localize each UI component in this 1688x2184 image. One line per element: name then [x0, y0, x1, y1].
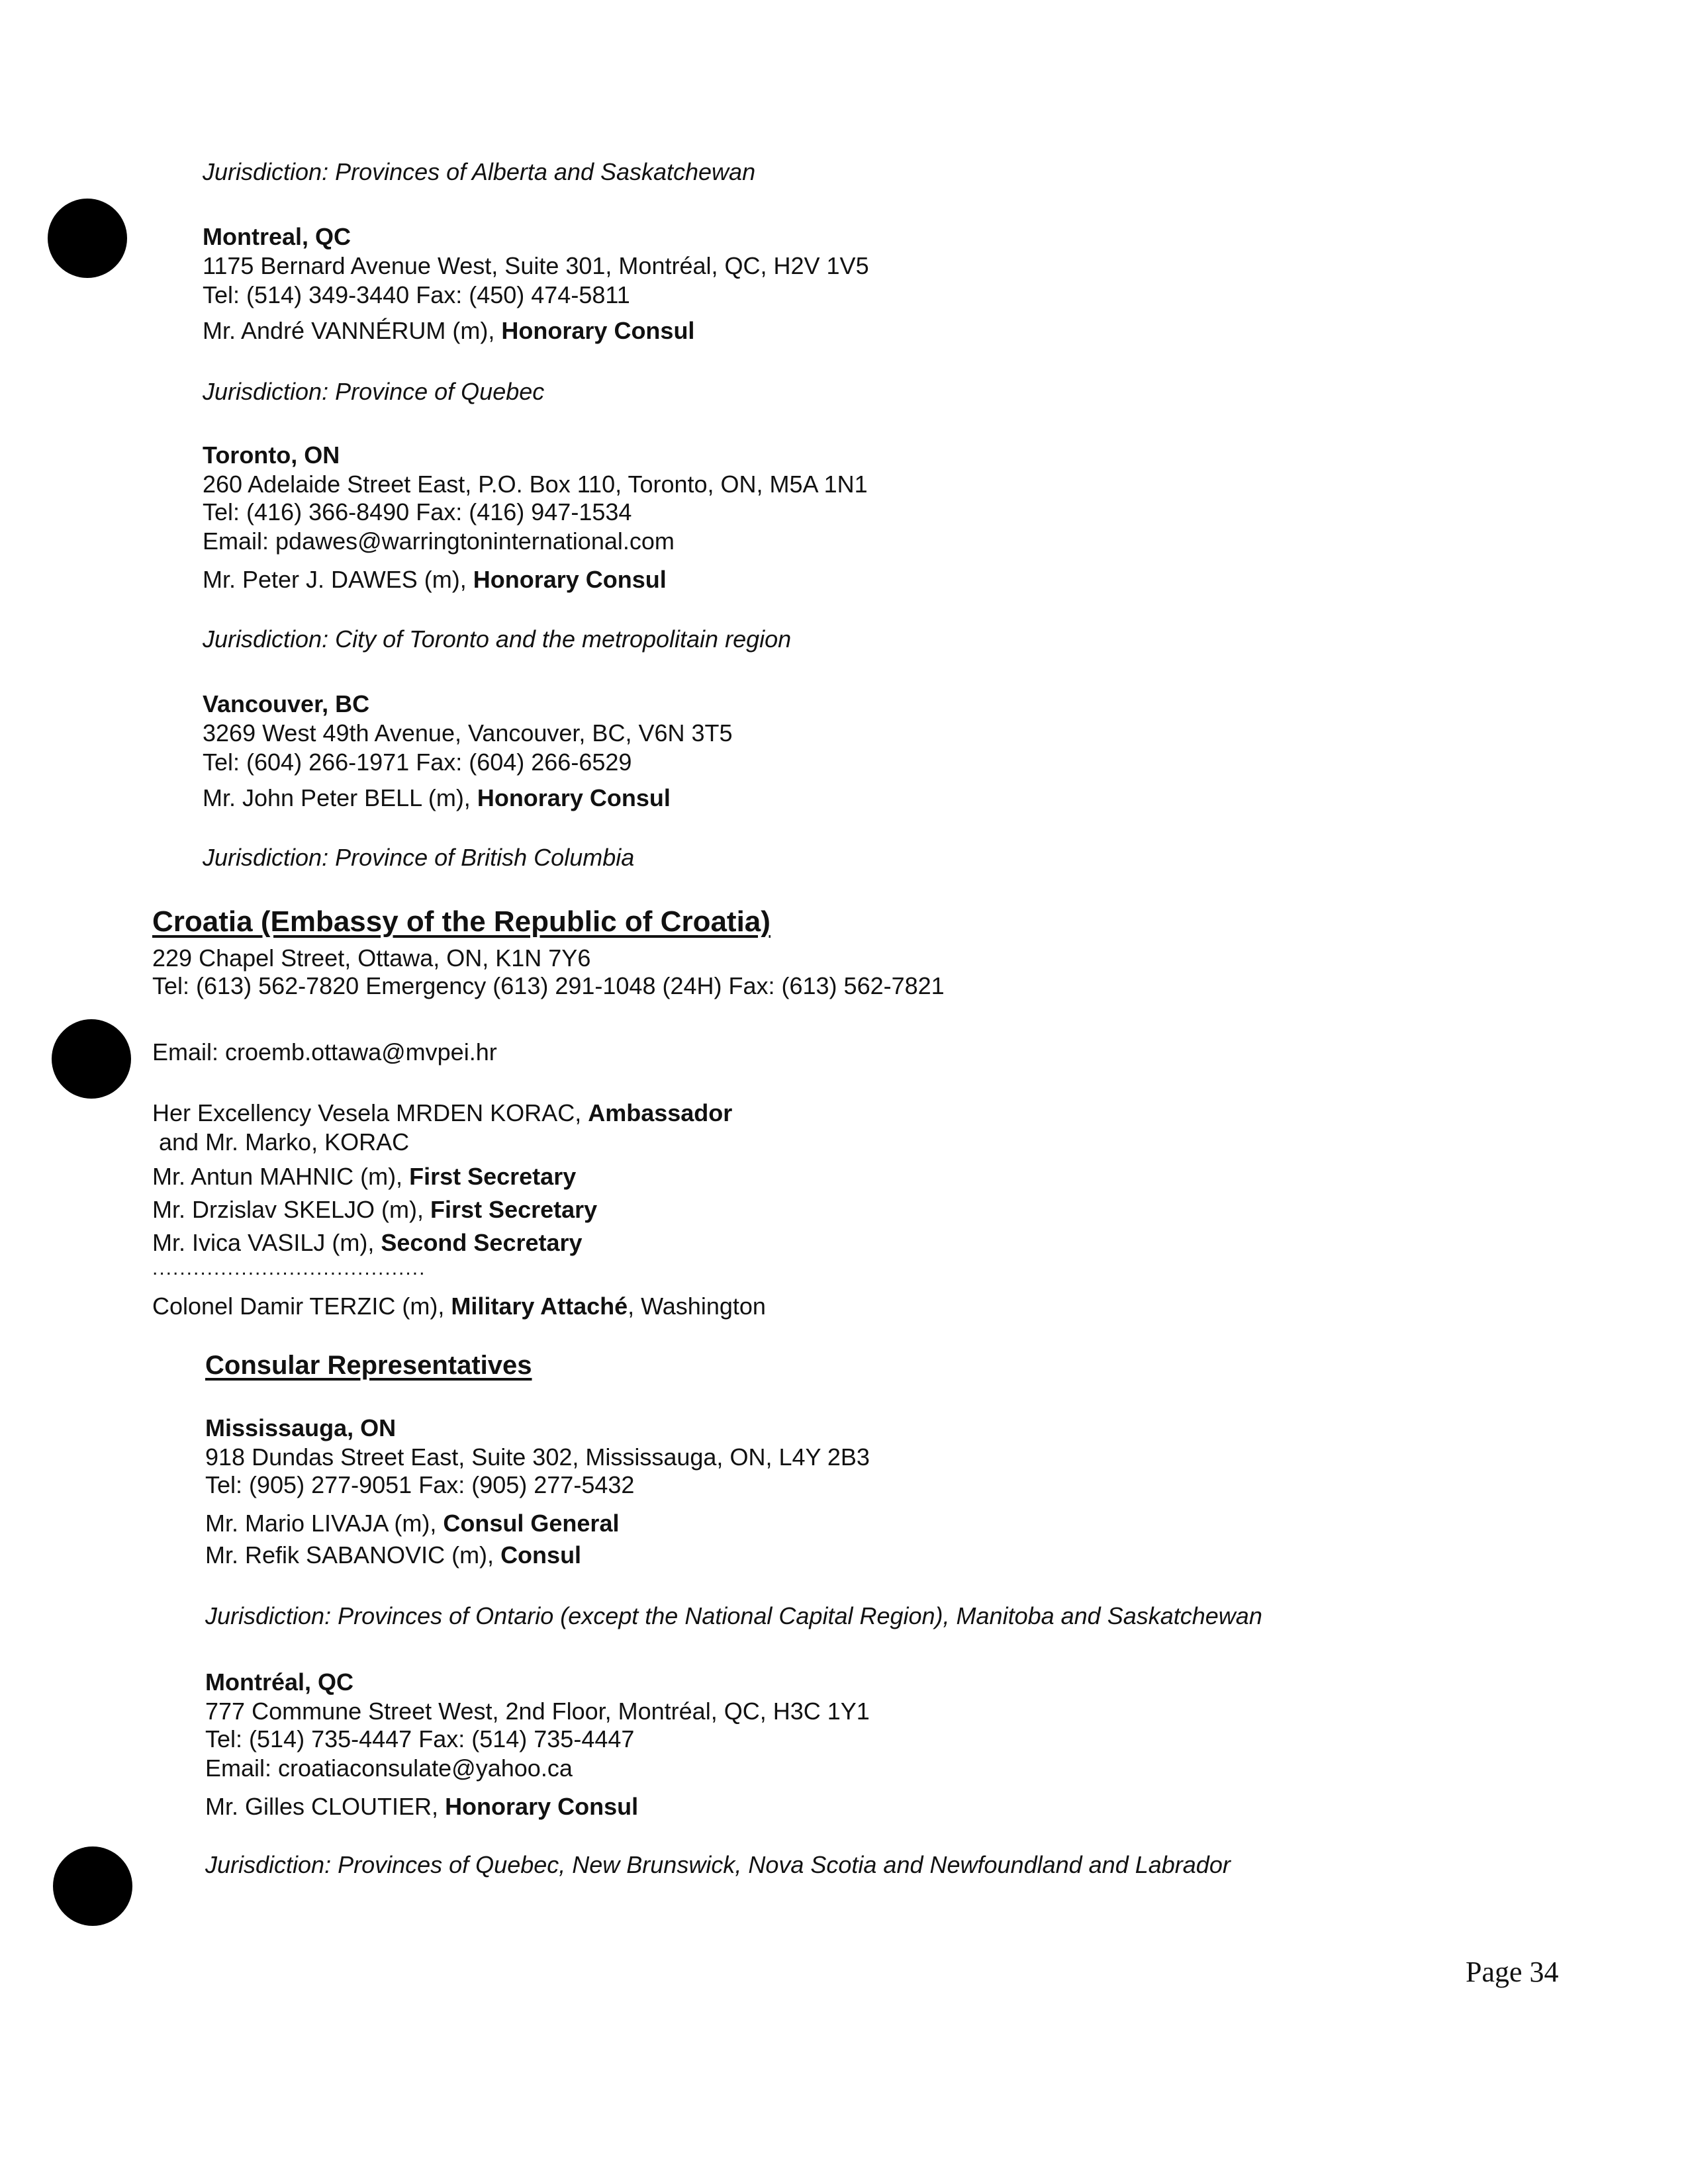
- staff-title: First Secretary: [430, 1196, 598, 1223]
- separator-dots: ........................................: [152, 1257, 426, 1279]
- croatia-heading: Croatia (Embassy of the Republic of Croatia): [152, 905, 771, 938]
- toronto-contact: [203, 565, 667, 594]
- military-attache: [152, 1292, 766, 1321]
- staff-title: Second Secretary: [381, 1229, 583, 1256]
- vancouver-contact: [203, 784, 671, 813]
- montreal-contact: [203, 316, 694, 345]
- contact-name: Mr. Refik SABANOVIC (m),: [205, 1541, 494, 1569]
- croatia-montreal-address: 777 Commune Street West, 2nd Floor, Montréal, QC, H3C 1Y1: [205, 1698, 870, 1725]
- croatia-phone: Tel: (613) 562-7820 Emergency (613) 291-1048 (24H) Fax: (613) 562-7821: [152, 972, 945, 999]
- page-number: Page 34: [1466, 1956, 1559, 1988]
- contact-name: Mr. John Peter BELL (m),: [203, 784, 471, 811]
- staff-second-secretary: [152, 1228, 583, 1257]
- mississauga-city: Mississauga, ON: [205, 1414, 397, 1441]
- croatia-montreal-email: Email: croatiaconsulate@yahoo.ca: [205, 1754, 573, 1782]
- croatia-address: 229 Chapel Street, Ottawa, ON, K1N 7Y6: [152, 944, 591, 972]
- vancouver-address: 3269 West 49th Avenue, Vancouver, BC, V6N 3T5: [203, 719, 733, 747]
- vancouver-phone: Tel: (604) 266-1971 Fax: (604) 266-6529: [203, 749, 632, 776]
- montreal-jurisdiction: Jurisdiction: Province of Quebec: [203, 378, 545, 405]
- croatia-montreal-phone: Tel: (514) 735-4447 Fax: (514) 735-4447: [205, 1725, 635, 1752]
- attache-name: Colonel Damir TERZIC (m),: [152, 1293, 445, 1320]
- staff-title: Ambassador: [588, 1099, 733, 1126]
- mississauga-contact-2: [205, 1541, 581, 1570]
- contact-title: Consul General: [443, 1510, 620, 1537]
- punch-hole-top: [48, 199, 127, 278]
- mississauga-contact-1: [205, 1509, 619, 1538]
- attache-location: , Washington: [628, 1293, 766, 1320]
- croatia-montreal-city: Montréal, QC: [205, 1668, 354, 1696]
- mississauga-jurisdiction: Jurisdiction: Provinces of Ontario (except the National Capital Region), Manitoba and Saskatchewan: [205, 1602, 1262, 1629]
- toronto-city: Toronto, ON: [203, 441, 340, 469]
- croatia-email: Email: croemb.ottawa@mvpei.hr: [152, 1038, 497, 1066]
- toronto-address: 260 Adelaide Street East, P.O. Box 110, Toronto, ON, M5A 1N1: [203, 471, 868, 498]
- contact-name: Mr. André VANNÉRUM (m),: [203, 317, 495, 344]
- croatia-montreal-jurisdiction: Jurisdiction: Provinces of Quebec, New Brunswick, Nova Scotia and Newfoundland and Labrador: [205, 1851, 1231, 1878]
- staff-ambassador: [152, 1099, 732, 1128]
- toronto-email: Email: pdawes@warringtoninternational.com: [203, 527, 675, 555]
- punch-hole-bottom: [53, 1846, 132, 1926]
- staff-name: Mr. Antun MAHNIC (m),: [152, 1163, 403, 1190]
- staff-title: First Secretary: [409, 1163, 577, 1190]
- montreal-city: Montreal, QC: [203, 223, 352, 250]
- toronto-phone: Tel: (416) 366-8490 Fax: (416) 947-1534: [203, 498, 632, 525]
- staff-first-secretary-2: [152, 1195, 597, 1224]
- montreal-address: 1175 Bernard Avenue West, Suite 301, Montréal, QC, H2V 1V5: [203, 252, 869, 279]
- staff-name: and Mr. Marko, KORAC: [152, 1128, 410, 1156]
- staff-name: Mr. Drzislav SKELJO (m),: [152, 1196, 424, 1223]
- contact-title: Honorary Consul: [477, 784, 671, 811]
- staff-name: Her Excellency Vesela MRDEN KORAC,: [152, 1099, 582, 1126]
- contact-title: Honorary Consul: [445, 1793, 639, 1820]
- toronto-jurisdiction: Jurisdiction: City of Toronto and the metropolitain region: [203, 625, 792, 653]
- staff-name: Mr. Ivica VASILJ (m),: [152, 1229, 375, 1256]
- mississauga-phone: Tel: (905) 277-9051 Fax: (905) 277-5432: [205, 1471, 635, 1498]
- contact-name: Mr. Gilles CLOUTIER,: [205, 1793, 439, 1820]
- punch-hole-middle: [52, 1019, 131, 1099]
- staff-first-secretary-1: [152, 1162, 576, 1191]
- contact-name: Mr. Mario LIVAJA (m),: [205, 1510, 437, 1537]
- croatia-montreal-contact: [205, 1792, 638, 1821]
- attache-title: Military Attaché: [451, 1293, 628, 1320]
- jurisdiction-alberta: Jurisdiction: Provinces of Alberta and Saskatchewan: [203, 158, 756, 185]
- contact-title: Honorary Consul: [501, 317, 695, 344]
- contact-title: Honorary Consul: [473, 566, 667, 593]
- staff-spouse: [152, 1128, 409, 1157]
- vancouver-jurisdiction: Jurisdiction: Province of British Columbia: [203, 844, 635, 871]
- contact-name: Mr. Peter J. DAWES (m),: [203, 566, 467, 593]
- mississauga-address: 918 Dundas Street East, Suite 302, Mississauga, ON, L4Y 2B3: [205, 1443, 870, 1471]
- contact-title: Consul: [500, 1541, 582, 1569]
- montreal-phone: Tel: (514) 349-3440 Fax: (450) 474-5811: [203, 281, 630, 308]
- consular-heading: Consular Representatives: [205, 1351, 532, 1380]
- vancouver-city: Vancouver, BC: [203, 690, 370, 717]
